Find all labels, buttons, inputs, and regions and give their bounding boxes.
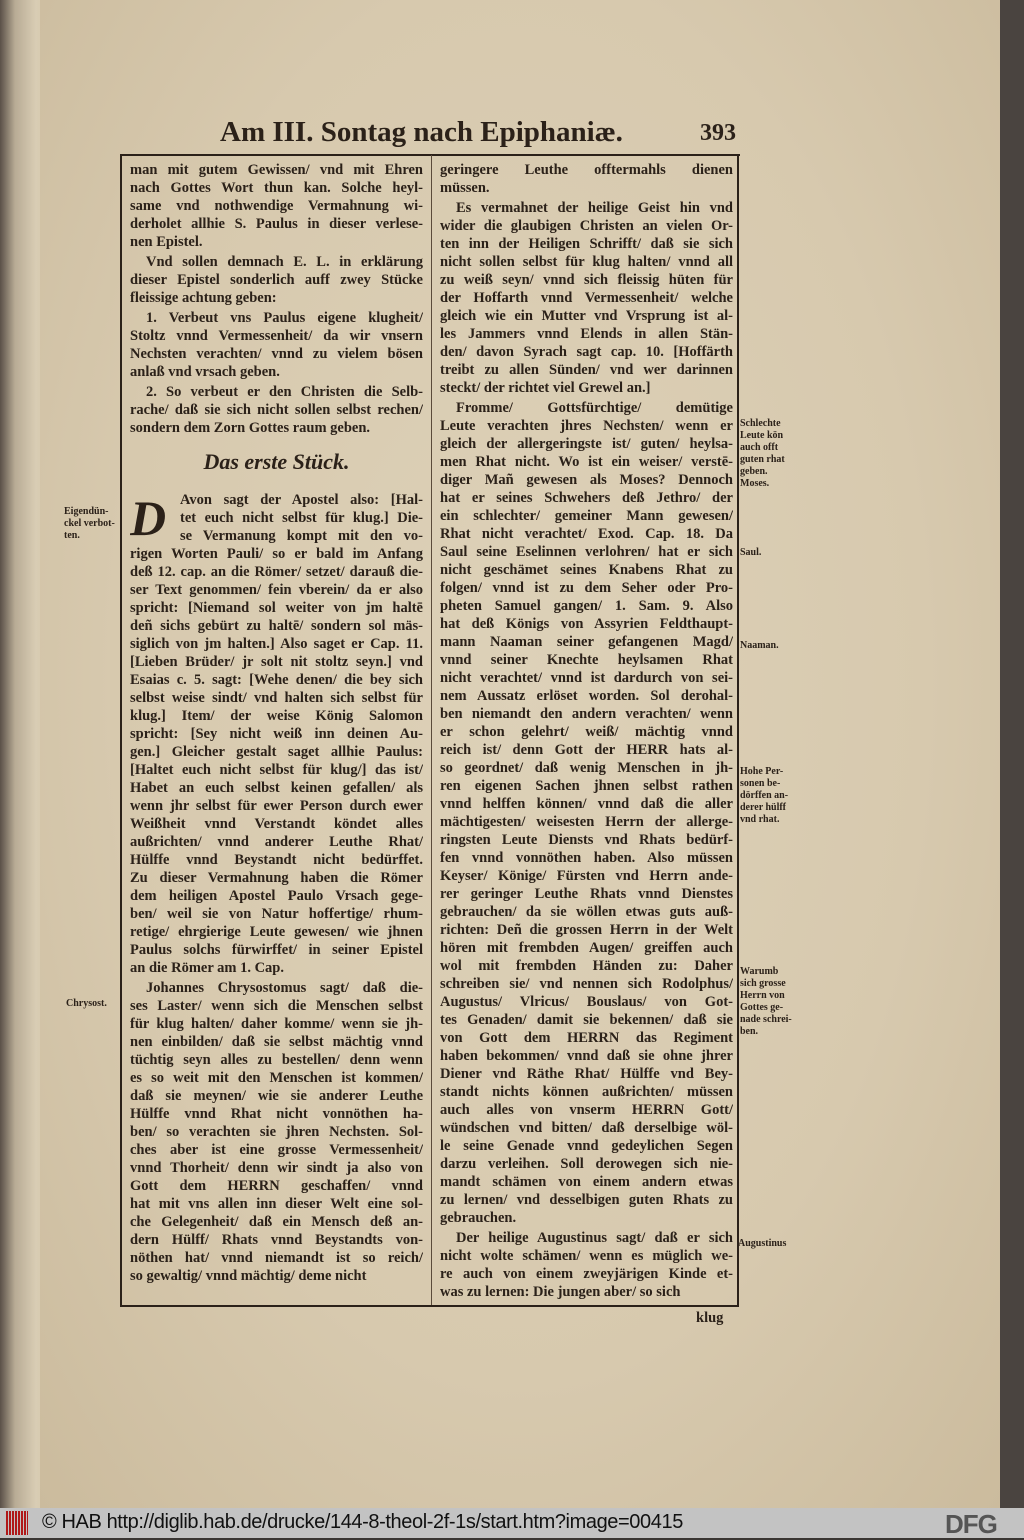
text-line: les Jammers vnnd Elends in allen Stän- [440,326,733,342]
text-line: klug.] Item/ der weise König Salomon [130,708,423,724]
margin-note-line: Warumb [740,966,779,977]
text-line: [Haltet euch nicht selbst für klug/] das ist/ [130,762,423,778]
hab-logo-icon [6,1511,28,1535]
margin-note-line: ten. [64,530,80,541]
text-line: haben bekommen/ vnnd daß sie ohne jhrer [440,1048,733,1064]
margin-note-line: Hohe Per- [740,766,784,777]
text-line: geringere Leuthe offtermahls dienen [440,162,733,178]
text-line: reich ist/ denn Gott der HERR hats al- [440,742,733,758]
paragraph [440,199,733,397]
text-line: hat mit vns allen inn dieser Welt eine sol- [130,1196,423,1212]
text-line: nicht sollen selbst für klug halten/ vnnd all [440,254,733,270]
text-line: gebrauchen. [440,1210,517,1226]
text-line: vnnd seiner Knechte heylsamen Rhat [440,652,733,668]
margin-note-hohe-personen [740,766,788,826]
text-line: treibt zu allen Sünden/ vnd wer darinnen [440,362,733,378]
margin-note-line: derer hülff [740,802,787,813]
text-line: dern Hülff/ Rhats vnnd Beystandts von- [130,1232,423,1248]
text-line: le seine Genade vnnd gedeylichen Segen [440,1138,733,1154]
text-line: Fromme/ Gottsfürchtige/ demütige [456,400,733,416]
text-line: nach Gottes Wort thun kan. Solche heyl- [130,180,423,196]
margin-note-line: ckel verbot- [64,518,115,529]
margin-note-line: geben. [740,466,768,477]
scan-background [1000,0,1024,1508]
text-line: nicht geschämet seines Knabens Rhat zu [440,562,733,578]
text-line: mann Naaman seiner gefangenen Magd/ [440,634,733,650]
text-line: so gewaltig/ vnnd mächtig/ deme nicht [130,1268,367,1284]
column-divider [431,155,432,1305]
text-line: der Hoffarth vnnd Vermessenheit/ welche [440,290,733,306]
text-line: mandt schämen von einem andern etwas [440,1174,733,1190]
margin-note-schlechte-leute [740,418,785,490]
text-line: ren eigenen Sachen jhnen selbst rathen [440,778,733,794]
text-line: rache/ daß sie sich nicht sollen selbst rechen/ [130,402,423,418]
paragraph [130,383,423,437]
text-line: deß 12. cap. an die Römer/ setzet/ darauß die- [130,564,423,580]
margin-note-line: Chrysost. [66,998,107,1009]
text-line: dem heiligen Apostel Paulo Vrsach gege- [130,888,423,904]
text-line: same vnd nothwendige Vermahnung wi- [130,198,423,214]
text-line: derholet allhie S. Paulus in dieser verlese- [130,216,423,232]
margin-note-line: Augustinus [738,1238,787,1249]
text-line: sondern dem Zorn Gottes raum geben. [130,420,371,436]
text-line: men Rhat nicht. Wo ist ein weiser/ verstē- [440,454,733,470]
text-line: an die Römer am 1. Cap. [130,960,284,976]
text-line: nicht wolte schämen/ wenn es müglich we- [440,1248,733,1264]
text-line: deñ sichs gebürt zu haltē/ sondern sol mäs- [130,618,423,634]
text-line: ringsten Leute Diensts vnd Rhats bedürf- [440,832,733,848]
paragraph [130,161,423,251]
text-line: gebrauchen/ da sie wöllen etwas guts auß- [440,904,733,920]
text-line: was zu lernen: Die jungen aber/ so sich [440,1284,681,1300]
text-line: diger Mañ gewesen als Moses? Dennoch [440,472,733,488]
text-line: es so weit mit den Menschen ist kommen/ [130,1070,423,1086]
text-line: rigen Worten Pauli/ so er bald im Anfang [130,546,423,562]
right-column [440,161,733,1301]
text-line: wol mit frembden Händen zu: Daher [440,958,733,974]
text-line: daß sie meynen/ wie sie anderer Leuthe [130,1088,423,1104]
text-line: nen einbilden/ daß sie selbst mächtig vnnd [130,1034,423,1050]
margin-note-line: ben. [740,1026,759,1037]
text-line: mächtigesten/ weisesten Herrn der allerge- [440,814,733,830]
text-line: siglich von jm halten.] Also saget er Cap. 11. [130,636,423,652]
text-line: Gott dem HERRN geschaffen/ vnnd [130,1178,423,1194]
catchword: klug [696,1310,724,1326]
text-line: re auch von einem zweyjärigen Kinde et- [440,1266,733,1282]
text-line: selbst weise sindt/ vnd halten sich selbst für [130,690,423,706]
text-line: ein schlechter/ gemeiner Mann gewesen/ [440,508,733,524]
text-line: Saul seine Eselinnen verlohren/ hat er sich [440,544,733,560]
text-line: nem Aussatz erlöset worden. Sol derohal- [440,688,733,704]
margin-note-augustinus [738,1238,786,1250]
text-line: darzu verleihen. Soll derowegen sich nie- [440,1156,733,1172]
text-line: wider die glaubigen Christen an vielen Or- [440,218,733,234]
text-line: er schon gelehrt/ weiß/ mächtig vnnd [440,724,733,740]
text-line: für klug halten/ daher komme/ wenn sie jh- [130,1016,423,1032]
text-line: Augustus/ Vlricus/ Bouslaus/ von Got- [440,994,733,1010]
page-header [120,112,740,156]
text-line: hören mit frembden Augen/ greiffen auch [440,940,733,956]
left-column [130,161,423,1285]
paragraph [130,253,423,307]
text-line: so geordnet/ daß wenig Menschen in jh- [440,760,733,776]
text-line: vnnd Thorheit/ denn wir sindt ja also von [130,1160,423,1176]
text-line: retige/ ehrgierige Leute gewesen/ wie jhnen [130,924,423,940]
text-line: ses Laster/ wenn sich die Menschen selbst [130,998,423,1014]
margin-note-line: Leute kön [740,430,784,441]
text-line: ser Text genommen/ fein vberein/ da er also [130,582,423,598]
paragraph [440,1229,733,1301]
text-line: nöthen hat/ vnnd niemandt ist so reich/ [130,1250,423,1266]
text-line: che Gelegenheit/ daß ein Mensch deß an- [130,1214,423,1230]
margin-note-line: Schlechte [740,418,781,429]
text-line: 2. So verbeut er den Christen die Selb- [146,384,423,400]
margin-note-line: nade schrei- [740,1014,792,1025]
text-line: fen vnnd vonnöthen haben. Also müssen [440,850,733,866]
text-line: wündschen vnd bitten/ daß derselbige wöl- [440,1120,733,1136]
text-line: wenn jhr selbst für ewer Person durch ewer [130,798,423,814]
text-line: schreiben sie/ vnd nennen sich Rodolphus/ [440,976,733,992]
copyright-url[interactable]: © HAB http://diglib.hab.de/drucke/144-8-theol-2f-1s/start.htm?image=00415 [42,1511,683,1533]
text-line: ten inn der Heiligen Schrifft/ daß sie sich [440,236,733,252]
paragraph [440,161,733,197]
text-line: außrichten/ vnnd anderer Leuthe Rhat/ [130,834,423,850]
text-line: tüchtig seyn alles zu bestellen/ denn wenn [130,1052,423,1068]
text-line: spricht: [Sey nicht weiß inn deinen Au- [130,726,423,742]
text-line: folgen/ vnnd ist zu dem Seher oder Pro- [440,580,733,596]
text-line: vnnd helffen können/ vnnd daß die aller [440,796,733,812]
text-line: Diener vnd Räthe Rhat/ Hülffe vnd Bey- [440,1066,733,1082]
text-line: Keyser/ Könige/ Fürsten vnd Herrn ande- [440,868,733,884]
text-line: Nechsten verachten/ vnnd zu vielem bösen [130,346,423,362]
text-line: nicht verachtet/ vnnd ist dardurch von sei- [440,670,733,686]
text-line: fleissige achtung geben: [130,290,277,306]
margin-note-line: Herrn von [740,990,785,1001]
text-line: Vnd sollen demnach E. L. in erklärung [146,254,423,270]
text-line: Avon sagt der Apostel also: [Hal- [180,492,423,508]
text-line: Johannes Chrysostomus sagt/ daß die- [146,980,423,996]
text-line: Zu dieser Vermahnung haben die Römer [130,870,423,886]
text-line: spricht: [Niemand sol weiter von jm haltē [130,600,423,616]
text-line: auch alles von vnserm HERRN Gott/ [440,1102,733,1118]
text-line: tes Genaden/ damit sie bekennen/ daß sie [440,1012,733,1028]
section-heading: Das erste Stück. [203,449,350,474]
paragraph [440,399,733,1227]
text-line: se Vermanung kompt mit den vo- [180,528,423,544]
margin-note-warumb [740,966,792,1038]
margin-note-eigenduenckel [64,506,115,542]
text-line: pheten Samuel gangen/ 1. Sam. 9. Also [440,598,733,614]
paragraph [130,979,423,1285]
text-line: Der heilige Augustinus sagt/ daß er sich [456,1230,733,1246]
drop-cap-initial: D [130,491,167,545]
margin-note-line: Moses. [740,478,770,489]
text-line: ben/ weil sie von Natur hoffertige/ rhum- [130,906,423,922]
text-line: hat er seines Schwehers deß Jethro/ der [440,490,733,506]
text-line: richten: Deñ die grossen Herrn in der Welt [440,922,733,938]
page-number: 393 [700,120,736,146]
paragraph [130,309,423,381]
margin-note-line: vnd rhat. [740,814,780,825]
text-line: müssen. [440,180,490,196]
text-line: Esaias c. 5. sagt: [Wehe denen/ die bey sich [130,672,423,688]
text-line: rer geringer Leuthe Rhats vnnd Dienstes [440,886,733,902]
text-line: Leute verachten jhres Nechsten/ wenn er [440,418,733,434]
text-line: Paulus solchs fürwirffet/ in seiner Epistel [130,942,423,958]
text-line: nen Epistel. [130,234,203,250]
margin-note-line: auch offt [740,442,779,453]
text-line: 1. Verbeut vns Paulus eigene klugheit/ [146,310,423,326]
margin-note-line: Eigendün- [64,506,109,517]
text-line: zu lernen/ vnd desselbigen guten Rhats zu [440,1192,733,1208]
text-line: man mit gutem Gewissen/ vnd mit Ehren [130,162,423,178]
margin-note-chrysost [66,998,107,1010]
margin-note-line: sonen be- [740,778,781,789]
margin-note-line: dörffen an- [740,790,789,801]
text-line: Hülffe vnnd Rhat nicht vonnöthen ha- [130,1106,423,1122]
text-line: ben/ so verachten sie jhren Nechsten. Sol- [130,1124,423,1140]
text-line: dieser Epistel sonderlich auff zwey Stücke [130,272,423,288]
text-line: Habet an euch selbst keinen gefallen/ als [130,780,423,796]
text-line: den/ davon Syrach sagt cap. 10. [Hoffärth [440,344,733,360]
margin-note-line: sich grosse [740,978,786,989]
text-line: standt nichts können außrichten/ müssen [440,1084,733,1100]
text-line: Es vermahnet der heilige Geist hin vnd [456,200,733,216]
text-line: hat deß Königs von Assyrien Feldthaupt- [440,616,733,632]
text-line: ches aber ist eine grosse Vermessenheit/ [130,1142,423,1158]
dfg-logo: DFG [945,1509,997,1539]
margin-note-saul [740,547,761,559]
text-line: gleich wie ein Mutter vnd Vrsprung ist al- [440,308,733,324]
text-line: Stoltz vnnd Vermessenheit/ da wir vnsern [130,328,423,344]
text-line: gleich der allergeringste ist/ guten/ heylsa- [440,436,733,452]
text-line: von Gott dem HERRN das Regiment [440,1030,733,1046]
margin-note-line: Naaman. [740,640,779,651]
text-line: Hülffe vnnd Beystandt nicht bedürffet. [130,852,423,868]
margin-note-line: Saul. [740,547,762,558]
paragraph [130,491,423,977]
text-line: gen.] Gleicher gestalt saget allhie Paulus: [130,744,423,760]
text-line: ben niemandt den andern verachten/ wenn [440,706,733,722]
text-line: steckt/ der richtet viel Grewel an.] [440,380,651,396]
margin-note-line: Gottes ge- [740,1002,784,1013]
text-line: [Lieben Brüder/ jr solt nit stoltz seyn.] vnd [130,654,423,670]
footer-bar [0,1508,1024,1538]
text-line: tet euch nicht selbst für klug.] Die- [180,510,423,526]
margin-note-naaman [740,640,779,652]
text-line: zu weiß seyn/ vnnd sich fleissig hüten für [440,272,733,288]
text-line: Rhat nicht verachtet/ Exod. Cap. 18. Da [440,526,733,542]
text-line: anlaß vnd vrsach geben. [130,364,280,380]
text-line: Weißheit vnnd Verstandt köndet alles [130,816,423,832]
running-title: Am III. Sontag nach Epiphaniæ. [220,116,623,148]
margin-note-line: guten rhat [740,454,785,465]
